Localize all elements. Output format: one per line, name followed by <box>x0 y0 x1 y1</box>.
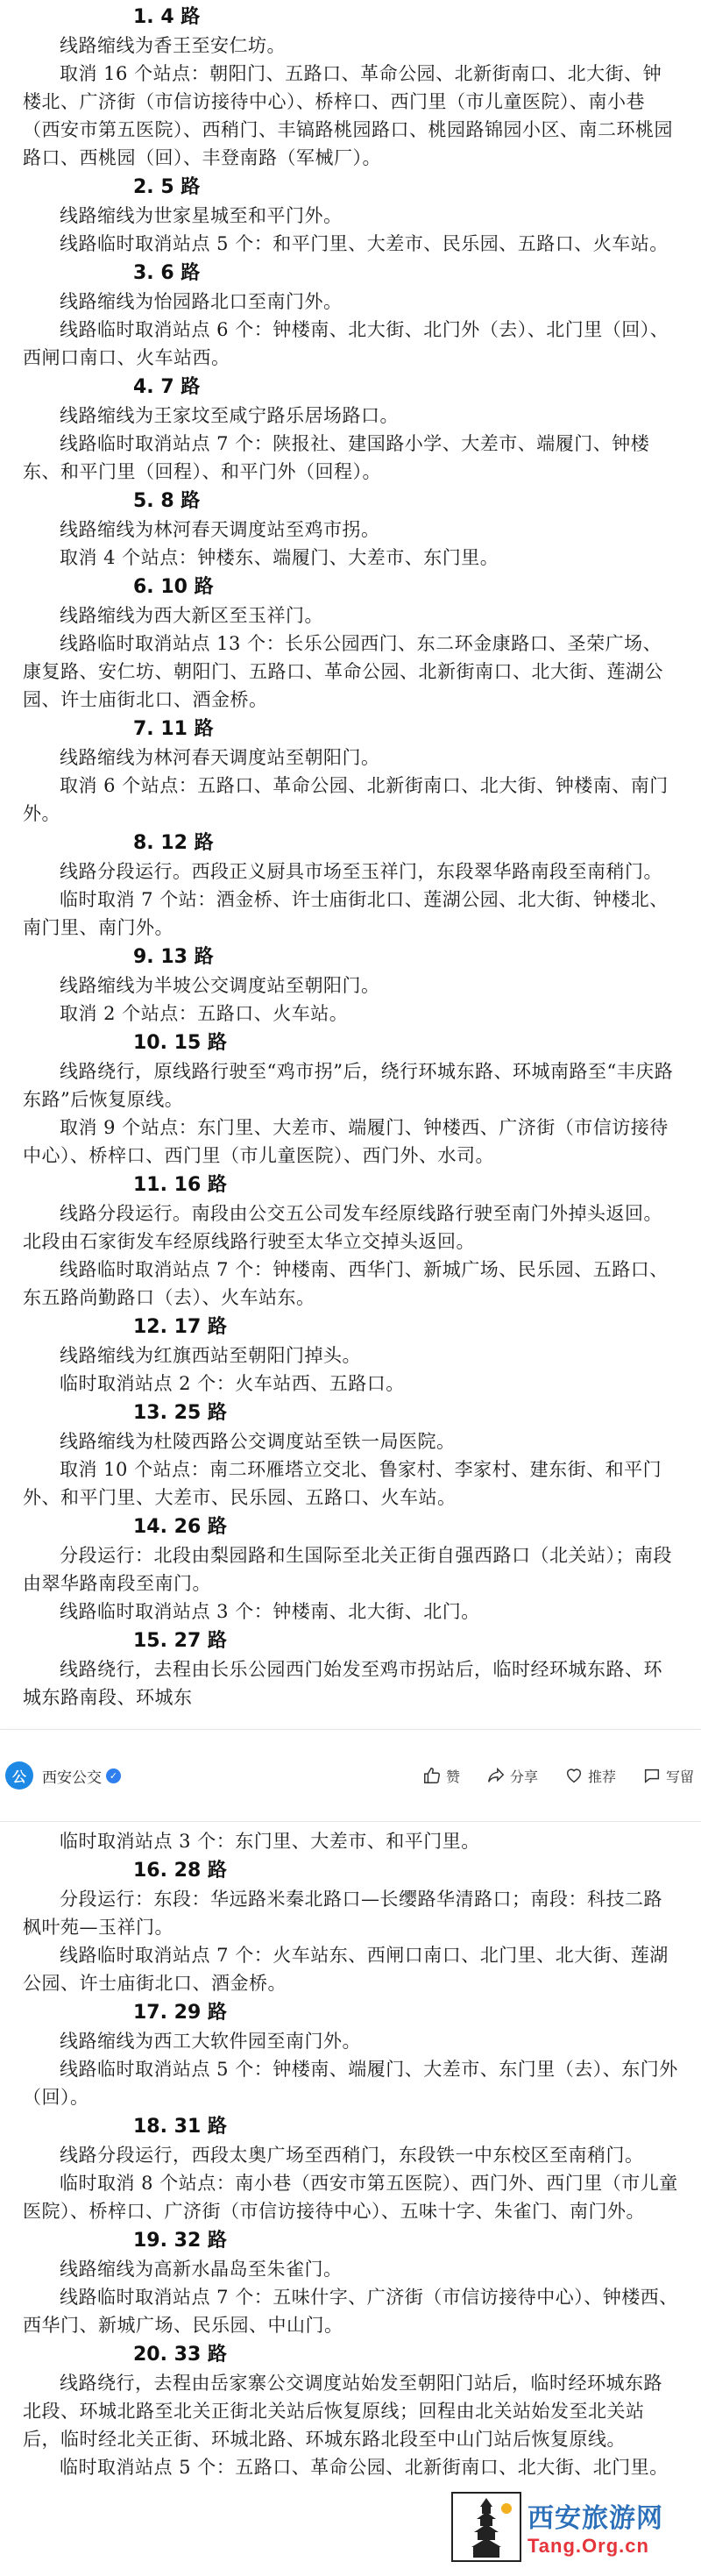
account-name[interactable]: 西安公交 <box>42 1768 102 1786</box>
route-heading: 15. 27 路 <box>133 1630 227 1652</box>
route-paragraph: 临时取消站点 3 个：东门里、大差市、和平门里。 <box>60 1831 480 1852</box>
route-section <box>23 717 678 828</box>
route-paragraph: 线路临时取消站点 5 个：和平门里、大差市、民乐园、五路口、火车站。 <box>60 233 669 254</box>
route-paragraph: 线路缩线为杜陵西路公交调度站至铁一局医院。 <box>60 1431 456 1452</box>
route-paragraph: 线路缩线为西工大软件园至南门外。 <box>60 2031 361 2052</box>
pagoda-logo-icon <box>449 2489 524 2565</box>
route-heading: 14. 26 路 <box>133 1516 227 1538</box>
route-section <box>23 945 678 1028</box>
route-paragraph: 线路分段运行。西段正义厨具市场至玉祥门，东段翠华路南段至南稍门。 <box>60 861 662 882</box>
recommend-button[interactable] <box>564 1766 616 1786</box>
route-heading: 17. 29 路 <box>133 2002 227 2024</box>
route-paragraph: 线路绕行，去程由岳家寨公交调度站始发至朝阳门站后，临时经环城东路北段、环城北路至北关正街北关站后恢复原线；回程由北关站始发至北关站后，临时经北关正街、环城北路、环城东路北段至中山门站后恢复原线。 <box>23 2373 662 2450</box>
route-heading: 12. 17 路 <box>133 1316 227 1338</box>
route-paragraph: 线路临时取消站点 7 个：钟楼南、西华门、新城广场、民乐园、五路口、东五路尚勤路口（去）、火车站东。 <box>23 1259 669 1308</box>
route-section <box>23 831 678 942</box>
route-paragraph: 线路缩线为西大新区至玉祥门。 <box>60 605 323 626</box>
route-section <box>23 261 678 372</box>
route-paragraph: 线路临时取消站点 7 个：陕报社、建国路小学、大差市、端履门、钟楼东、和平门里（回程）、和平门外（回程）。 <box>23 433 650 482</box>
route-heading: 10. 15 路 <box>133 1032 227 1054</box>
route-section <box>23 2115 678 2225</box>
verified-icon: ✓ <box>106 1768 121 1783</box>
route-paragraph: 分段运行：东段：华远路米秦北路口—长缨路华清路口；南段：科技二路枫叶苑—玉祥门。 <box>23 1889 662 1938</box>
route-paragraph: 线路缩线为林河春天调度站至朝阳门。 <box>60 747 380 768</box>
route-heading: 3. 6 路 <box>133 262 201 284</box>
route-heading: 13. 25 路 <box>133 1402 227 1424</box>
heart-icon <box>564 1766 584 1785</box>
route-paragraph: 线路临时取消站点 7 个：五味什字、广济街（市信访接待中心）、钟楼西、西华门、新城广场、民乐园、中山门。 <box>23 2287 678 2336</box>
route-heading: 20. 33 路 <box>133 2344 227 2366</box>
route-heading: 11. 16 路 <box>133 1174 227 1196</box>
route-section <box>23 1401 678 1512</box>
route-paragraph: 线路缩线为林河春天调度站至鸡市拐。 <box>60 519 380 540</box>
route-section <box>23 1315 678 1398</box>
route-section <box>23 1173 678 1312</box>
route-heading: 1. 4 路 <box>133 6 201 28</box>
route-paragraph: 取消 10 个站点：南二环雁塔立交北、鲁家村、李家村、建东街、和平门外、和平门里、大差市、民乐园、五路口、火车站。 <box>23 1459 662 1508</box>
route-paragraph: 临时取消站点 2 个：火车站西、五路口。 <box>60 1373 405 1394</box>
route-paragraph: 线路临时取消站点 6 个：钟楼南、北大街、北门外（去）、北门里（回）、西闸口南口、火车站西。 <box>23 319 669 368</box>
watermark-title: 西安旅游网 <box>528 2504 663 2533</box>
route-section <box>23 489 678 572</box>
like-button[interactable] <box>422 1766 460 1786</box>
article-body-bottom <box>0 1822 701 2481</box>
route-heading: 8. 12 路 <box>133 832 214 854</box>
route-heading: 16. 28 路 <box>133 1860 227 1882</box>
share-arrow-icon <box>486 1766 506 1785</box>
route-section <box>23 1859 678 1997</box>
watermark-url: Tang.Org.cn <box>528 2535 649 2557</box>
route-paragraph: 取消 2 个站点：五路口、火车站。 <box>60 1003 349 1024</box>
site-watermark <box>449 2488 678 2565</box>
route-paragraph: 线路临时取消站点 7 个：火车站东、西闸口南口、北门里、北大街、莲湖公园、许士庙街北口、酒金桥。 <box>23 1945 669 1994</box>
route-paragraph: 线路临时取消站点 13 个：长乐公园西门、东二环金康路口、圣荣广场、康复路、安仁坊、朝阳门、五路口、革命公园、北新街南口、北大街、莲湖公园、许士庙街北口、酒金桥。 <box>23 633 663 710</box>
comment-icon <box>642 1766 662 1785</box>
recommend-label: 推荐 <box>587 1769 616 1785</box>
route-paragraph: 取消 6 个站点：五路口、革命公园、北新街南口、北大街、钟楼南、南门外。 <box>23 775 669 824</box>
route-paragraph: 分段运行：北段由梨园路和生国际至北关正街自强西路口（北关站）；南段由翠华路南段至南门。 <box>23 1545 672 1594</box>
route-paragraph: 线路临时取消站点 3 个：钟楼南、北大街、北门。 <box>60 1601 480 1622</box>
like-label: 赞 <box>445 1769 460 1785</box>
share-label: 分享 <box>509 1769 538 1785</box>
route-paragraph: 线路缩线为王家坟至咸宁路乐居场路口。 <box>60 405 399 426</box>
action-buttons <box>396 1766 694 1786</box>
wechat-action-bar <box>0 1729 701 1822</box>
route-heading: 9. 13 路 <box>133 946 214 968</box>
route-paragraph: 线路绕行，原线路行驶至“鸡市拐”后，绕行环城东路、环城南路至“丰庆路东路”后恢复原线。 <box>23 1061 674 1110</box>
route-paragraph: 线路缩线为香王至安仁坊。 <box>60 35 286 56</box>
route-heading: 4. 7 路 <box>133 376 201 398</box>
write-comment-button[interactable] <box>642 1766 694 1786</box>
route-paragraph: 临时取消站点 5 个：五路口、革命公园、北新街南口、北大街、北门里。 <box>60 2457 669 2478</box>
route-paragraph: 取消 4 个站点：钟楼东、端履门、大差市、东门里。 <box>60 547 499 568</box>
route-heading: 5. 8 路 <box>133 490 201 512</box>
route-paragraph: 线路缩线为红旗西站至朝阳门掉头。 <box>60 1345 361 1366</box>
share-button[interactable] <box>486 1766 538 1786</box>
account-avatar[interactable]: 公 <box>5 1761 33 1790</box>
route-section <box>23 2229 678 2339</box>
route-section <box>23 375 678 486</box>
route-section <box>23 1031 678 1170</box>
route-paragraph: 线路缩线为高新水晶岛至朱雀门。 <box>60 2259 343 2280</box>
article-page-bottom <box>0 1822 701 2576</box>
route-section <box>23 1629 678 1711</box>
route-paragraph: 取消 9 个站点：东门里、大差市、端履门、钟楼西、广济街（市信访接待中心）、桥梓口、西门里（市儿童医院）、西门外、水司。 <box>23 1117 669 1166</box>
route-paragraph: 线路临时取消站点 5 个：钟楼南、端履门、大差市、东门里（去）、东门外（回）。 <box>23 2059 678 2108</box>
route-paragraph: 线路分段运行。南段由公交五公司发车经原线路行驶至南门外掉头返回。北段由石家街发车经原线路行驶至太华立交掉头返回。 <box>23 1203 662 1252</box>
route-section <box>23 1827 678 1855</box>
account-info[interactable] <box>5 1761 121 1790</box>
route-section <box>23 575 678 714</box>
route-heading: 18. 31 路 <box>133 2116 227 2138</box>
thumbs-up-icon <box>422 1766 442 1785</box>
route-paragraph: 临时取消 7 个站：酒金桥、许士庙街北口、莲湖公园、北大街、钟楼北、南门里、南门外。 <box>23 889 669 938</box>
route-section <box>23 2001 678 2111</box>
route-paragraph: 线路绕行，去程由长乐公园西门始发至鸡市拐站后，临时经环城东路、环城东路南段、环城东 <box>23 1659 662 1708</box>
route-section <box>23 175 678 258</box>
route-paragraph: 线路缩线为怡园路北口至南门外。 <box>60 291 343 312</box>
route-paragraph: 线路缩线为世家星城至和平门外。 <box>60 205 343 226</box>
route-paragraph: 线路缩线为半坡公交调度站至朝阳门。 <box>60 975 380 996</box>
route-heading: 2. 5 路 <box>133 176 201 198</box>
route-paragraph: 取消 16 个站点：朝阳门、五路口、革命公园、北新街南口、北大街、钟楼北、广济街（市信访接待中心）、桥梓口、西门里（市儿童医院）、南小巷（西安市第五医院）、西稍门、丰镐路桃园路口、桃园路锦园小区、南二环桃园路口、西桃园（回）、丰登南路（军械厂）。 <box>23 63 673 168</box>
route-heading: 6. 10 路 <box>133 576 214 598</box>
route-heading: 7. 11 路 <box>133 718 214 740</box>
route-paragraph: 线路分段运行，西段太奥广场至西稍门，东段铁一中东校区至南稍门。 <box>60 2145 644 2166</box>
write-label: 写留 <box>665 1769 694 1785</box>
route-heading: 19. 32 路 <box>133 2230 227 2252</box>
route-section <box>23 2343 678 2481</box>
route-paragraph: 临时取消 8 个站点：南小巷（西安市第五医院）、西门外、西门里（市儿童医院）、桥梓口、广济街（市信访接待中心）、五味十字、朱雀门、南门外。 <box>23 2173 678 2222</box>
route-section <box>23 1515 678 1626</box>
route-section <box>23 5 678 172</box>
